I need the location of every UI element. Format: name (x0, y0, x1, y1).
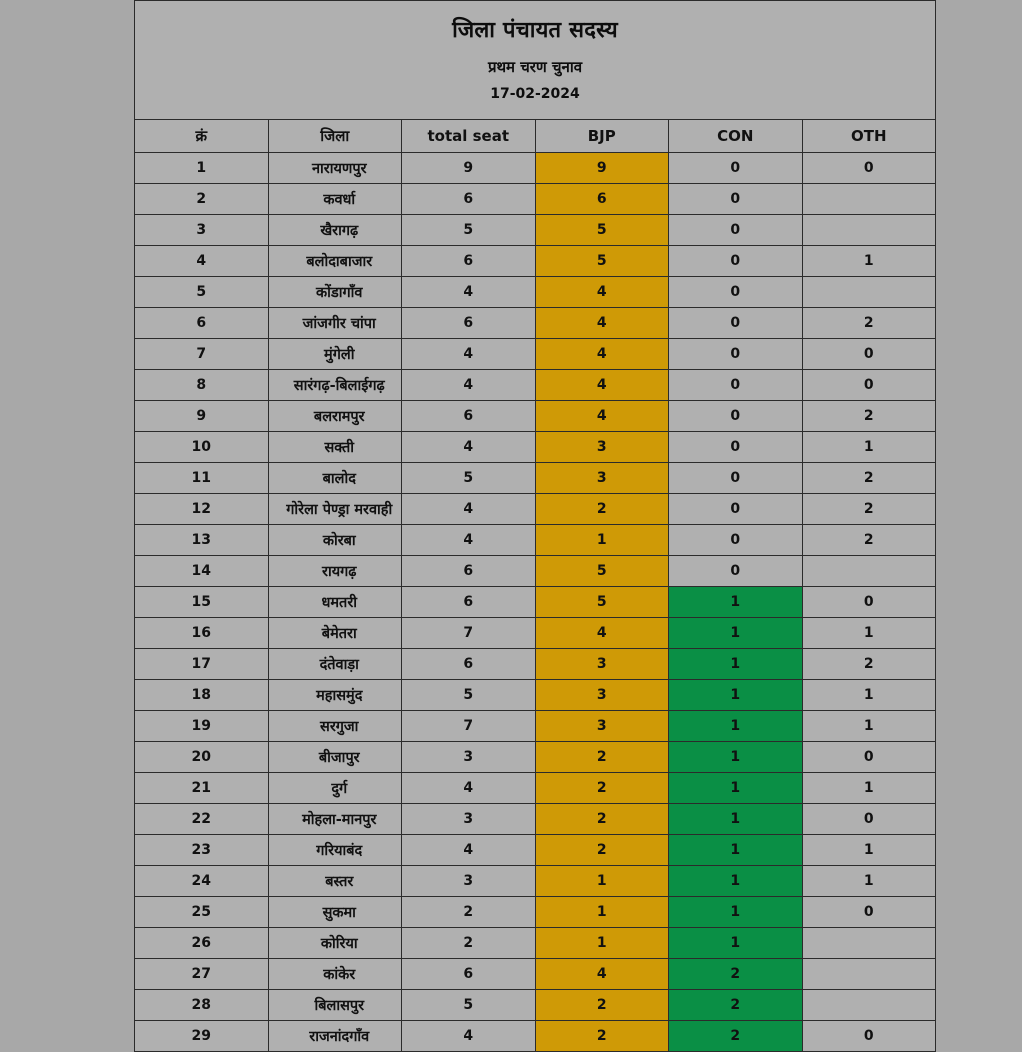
cell-total-seat: 4 (402, 525, 536, 556)
table-row (135, 680, 936, 711)
cell-district: कवर्धा (268, 184, 402, 215)
cell-district: सारंगढ़-बिलाईगढ़ (268, 370, 402, 401)
cell-oth: 0 (802, 742, 936, 773)
cell-bjp: 3 (535, 649, 669, 680)
table-row (135, 928, 936, 959)
cell-bjp: 1 (535, 928, 669, 959)
cell-total-seat: 6 (402, 308, 536, 339)
cell-oth (802, 959, 936, 990)
cell-bjp: 1 (535, 866, 669, 897)
cell-serial: 7 (135, 339, 269, 370)
table-row (135, 153, 936, 184)
cell-bjp: 4 (535, 370, 669, 401)
cell-district: कोरिया (268, 928, 402, 959)
table-row (135, 959, 936, 990)
cell-oth: 1 (802, 432, 936, 463)
cell-total-seat: 5 (402, 680, 536, 711)
cell-con: 0 (669, 339, 803, 370)
cell-con: 1 (669, 649, 803, 680)
cell-bjp: 4 (535, 618, 669, 649)
cell-bjp: 4 (535, 339, 669, 370)
cell-serial: 4 (135, 246, 269, 277)
table-row (135, 1021, 936, 1052)
cell-bjp: 2 (535, 773, 669, 804)
cell-oth: 2 (802, 401, 936, 432)
cell-oth: 2 (802, 525, 936, 556)
cell-bjp: 1 (535, 525, 669, 556)
cell-serial: 18 (135, 680, 269, 711)
column-header-serial: क्रं (135, 120, 269, 153)
title-row (135, 1, 936, 120)
cell-total-seat: 4 (402, 370, 536, 401)
table-row (135, 711, 936, 742)
cell-bjp: 4 (535, 959, 669, 990)
table-row (135, 742, 936, 773)
cell-oth: 2 (802, 494, 936, 525)
cell-con: 1 (669, 928, 803, 959)
cell-con: 2 (669, 1021, 803, 1052)
cell-serial: 10 (135, 432, 269, 463)
cell-oth: 1 (802, 773, 936, 804)
cell-district: बेमेतरा (268, 618, 402, 649)
cell-oth: 1 (802, 618, 936, 649)
table-row (135, 556, 936, 587)
cell-con: 0 (669, 494, 803, 525)
cell-total-seat: 4 (402, 339, 536, 370)
cell-bjp: 5 (535, 556, 669, 587)
cell-district: महासमुंद (268, 680, 402, 711)
cell-bjp: 2 (535, 1021, 669, 1052)
cell-con: 2 (669, 959, 803, 990)
cell-bjp: 4 (535, 308, 669, 339)
cell-serial: 19 (135, 711, 269, 742)
column-header-con: CON (669, 120, 803, 153)
cell-con: 1 (669, 618, 803, 649)
cell-district: बलरामपुर (268, 401, 402, 432)
cell-serial: 12 (135, 494, 269, 525)
cell-total-seat: 4 (402, 432, 536, 463)
cell-con: 1 (669, 773, 803, 804)
cell-bjp: 2 (535, 990, 669, 1021)
cell-serial: 16 (135, 618, 269, 649)
table-title-block (135, 1, 936, 120)
table-row (135, 432, 936, 463)
cell-oth: 1 (802, 835, 936, 866)
cell-bjp: 6 (535, 184, 669, 215)
cell-district: खैरागढ़ (268, 215, 402, 246)
column-header-row (135, 120, 936, 153)
cell-con: 1 (669, 587, 803, 618)
cell-con: 1 (669, 897, 803, 928)
cell-serial: 8 (135, 370, 269, 401)
cell-bjp: 5 (535, 587, 669, 618)
cell-district: कांकेर (268, 959, 402, 990)
cell-serial: 9 (135, 401, 269, 432)
cell-total-seat: 3 (402, 742, 536, 773)
table-row (135, 246, 936, 277)
cell-total-seat: 5 (402, 215, 536, 246)
cell-district: जांजगीर चांपा (268, 308, 402, 339)
cell-oth: 0 (802, 587, 936, 618)
cell-oth: 0 (802, 804, 936, 835)
cell-total-seat: 6 (402, 184, 536, 215)
column-header-total-seat: total seat (402, 120, 536, 153)
cell-district: बलोदाबाजार (268, 246, 402, 277)
cell-oth: 0 (802, 370, 936, 401)
cell-oth: 1 (802, 246, 936, 277)
cell-bjp: 3 (535, 463, 669, 494)
table-row (135, 277, 936, 308)
cell-oth: 0 (802, 339, 936, 370)
table-row (135, 618, 936, 649)
cell-district: नारायणपुर (268, 153, 402, 184)
cell-oth (802, 556, 936, 587)
cell-con: 0 (669, 277, 803, 308)
cell-oth: 1 (802, 711, 936, 742)
cell-con: 0 (669, 308, 803, 339)
cell-district: कोरबा (268, 525, 402, 556)
results-table (134, 0, 936, 1052)
cell-serial: 15 (135, 587, 269, 618)
cell-total-seat: 4 (402, 1021, 536, 1052)
cell-district: दुर्ग (268, 773, 402, 804)
cell-bjp: 2 (535, 804, 669, 835)
cell-oth: 2 (802, 308, 936, 339)
cell-oth (802, 928, 936, 959)
cell-total-seat: 7 (402, 711, 536, 742)
cell-serial: 21 (135, 773, 269, 804)
cell-serial: 11 (135, 463, 269, 494)
cell-oth (802, 990, 936, 1021)
table-row (135, 897, 936, 928)
cell-total-seat: 4 (402, 835, 536, 866)
election-date: 17-02-2024 (490, 85, 580, 102)
table-row (135, 835, 936, 866)
table-row (135, 990, 936, 1021)
cell-district: गरियाबंद (268, 835, 402, 866)
table-row (135, 866, 936, 897)
cell-district: बीजापुर (268, 742, 402, 773)
cell-bjp: 9 (535, 153, 669, 184)
cell-total-seat: 2 (402, 897, 536, 928)
cell-con: 0 (669, 246, 803, 277)
cell-serial: 25 (135, 897, 269, 928)
cell-serial: 27 (135, 959, 269, 990)
cell-total-seat: 9 (402, 153, 536, 184)
cell-total-seat: 6 (402, 401, 536, 432)
cell-district: सक्ती (268, 432, 402, 463)
cell-district: बस्तर (268, 866, 402, 897)
table-row (135, 525, 936, 556)
table-row (135, 804, 936, 835)
cell-total-seat: 4 (402, 277, 536, 308)
cell-total-seat: 3 (402, 866, 536, 897)
cell-con: 0 (669, 432, 803, 463)
cell-total-seat: 6 (402, 556, 536, 587)
cell-bjp: 1 (535, 897, 669, 928)
cell-con: 1 (669, 742, 803, 773)
cell-oth: 0 (802, 1021, 936, 1052)
cell-serial: 28 (135, 990, 269, 1021)
cell-district: सुकमा (268, 897, 402, 928)
cell-total-seat: 5 (402, 990, 536, 1021)
column-header-district: जिला (268, 120, 402, 153)
cell-total-seat: 3 (402, 804, 536, 835)
cell-total-seat: 4 (402, 494, 536, 525)
table-row (135, 401, 936, 432)
cell-con: 0 (669, 401, 803, 432)
cell-con: 0 (669, 215, 803, 246)
page-title: जिला पंचायत सदस्य (452, 18, 618, 44)
cell-oth: 1 (802, 866, 936, 897)
cell-district: मुंगेली (268, 339, 402, 370)
cell-district: राजनांदगाँव (268, 1021, 402, 1052)
cell-total-seat: 6 (402, 587, 536, 618)
cell-con: 0 (669, 153, 803, 184)
cell-serial: 13 (135, 525, 269, 556)
cell-serial: 26 (135, 928, 269, 959)
cell-serial: 29 (135, 1021, 269, 1052)
cell-oth: 0 (802, 897, 936, 928)
cell-district: गोरेला पेण्ड्रा मरवाही (268, 494, 402, 525)
cell-serial: 2 (135, 184, 269, 215)
cell-district: कोंडागाँव (268, 277, 402, 308)
table-row (135, 184, 936, 215)
cell-serial: 23 (135, 835, 269, 866)
cell-serial: 1 (135, 153, 269, 184)
cell-bjp: 4 (535, 277, 669, 308)
table-row (135, 494, 936, 525)
cell-serial: 22 (135, 804, 269, 835)
page-subtitle: प्रथम चरण चुनाव (487, 57, 583, 76)
cell-bjp: 3 (535, 711, 669, 742)
cell-bjp: 5 (535, 215, 669, 246)
table-row (135, 463, 936, 494)
table-row (135, 370, 936, 401)
cell-serial: 5 (135, 277, 269, 308)
cell-con: 0 (669, 184, 803, 215)
table-row (135, 649, 936, 680)
cell-total-seat: 5 (402, 463, 536, 494)
table-row (135, 587, 936, 618)
cell-oth: 1 (802, 680, 936, 711)
cell-district: बिलासपुर (268, 990, 402, 1021)
cell-con: 0 (669, 370, 803, 401)
cell-serial: 24 (135, 866, 269, 897)
cell-con: 1 (669, 866, 803, 897)
cell-total-seat: 6 (402, 649, 536, 680)
cell-district: धमतरी (268, 587, 402, 618)
cell-oth: 2 (802, 649, 936, 680)
cell-bjp: 3 (535, 680, 669, 711)
cell-bjp: 2 (535, 835, 669, 866)
cell-district: मोहला-मानपुर (268, 804, 402, 835)
table-row (135, 308, 936, 339)
column-header-oth: OTH (802, 120, 936, 153)
cell-con: 1 (669, 835, 803, 866)
cell-bjp: 2 (535, 494, 669, 525)
cell-con: 1 (669, 804, 803, 835)
cell-serial: 3 (135, 215, 269, 246)
cell-con: 1 (669, 680, 803, 711)
cell-bjp: 5 (535, 246, 669, 277)
cell-con: 2 (669, 990, 803, 1021)
table-row (135, 773, 936, 804)
cell-oth (802, 277, 936, 308)
cell-oth (802, 184, 936, 215)
column-header-bjp: BJP (535, 120, 669, 153)
results-table-body (135, 153, 936, 1052)
cell-district: बालोद (268, 463, 402, 494)
cell-con: 1 (669, 711, 803, 742)
cell-serial: 14 (135, 556, 269, 587)
cell-district: दंतेवाड़ा (268, 649, 402, 680)
cell-total-seat: 4 (402, 773, 536, 804)
cell-serial: 17 (135, 649, 269, 680)
cell-bjp: 2 (535, 742, 669, 773)
cell-total-seat: 6 (402, 246, 536, 277)
cell-district: सरगुजा (268, 711, 402, 742)
cell-oth: 2 (802, 463, 936, 494)
cell-serial: 20 (135, 742, 269, 773)
cell-con: 0 (669, 556, 803, 587)
cell-oth (802, 215, 936, 246)
table-row (135, 339, 936, 370)
cell-district: रायगढ़ (268, 556, 402, 587)
cell-total-seat: 7 (402, 618, 536, 649)
cell-oth: 0 (802, 153, 936, 184)
cell-serial: 6 (135, 308, 269, 339)
cell-total-seat: 6 (402, 959, 536, 990)
results-table-container (134, 0, 936, 1052)
cell-bjp: 3 (535, 432, 669, 463)
table-row (135, 215, 936, 246)
cell-con: 0 (669, 463, 803, 494)
cell-bjp: 4 (535, 401, 669, 432)
cell-total-seat: 2 (402, 928, 536, 959)
cell-con: 0 (669, 525, 803, 556)
